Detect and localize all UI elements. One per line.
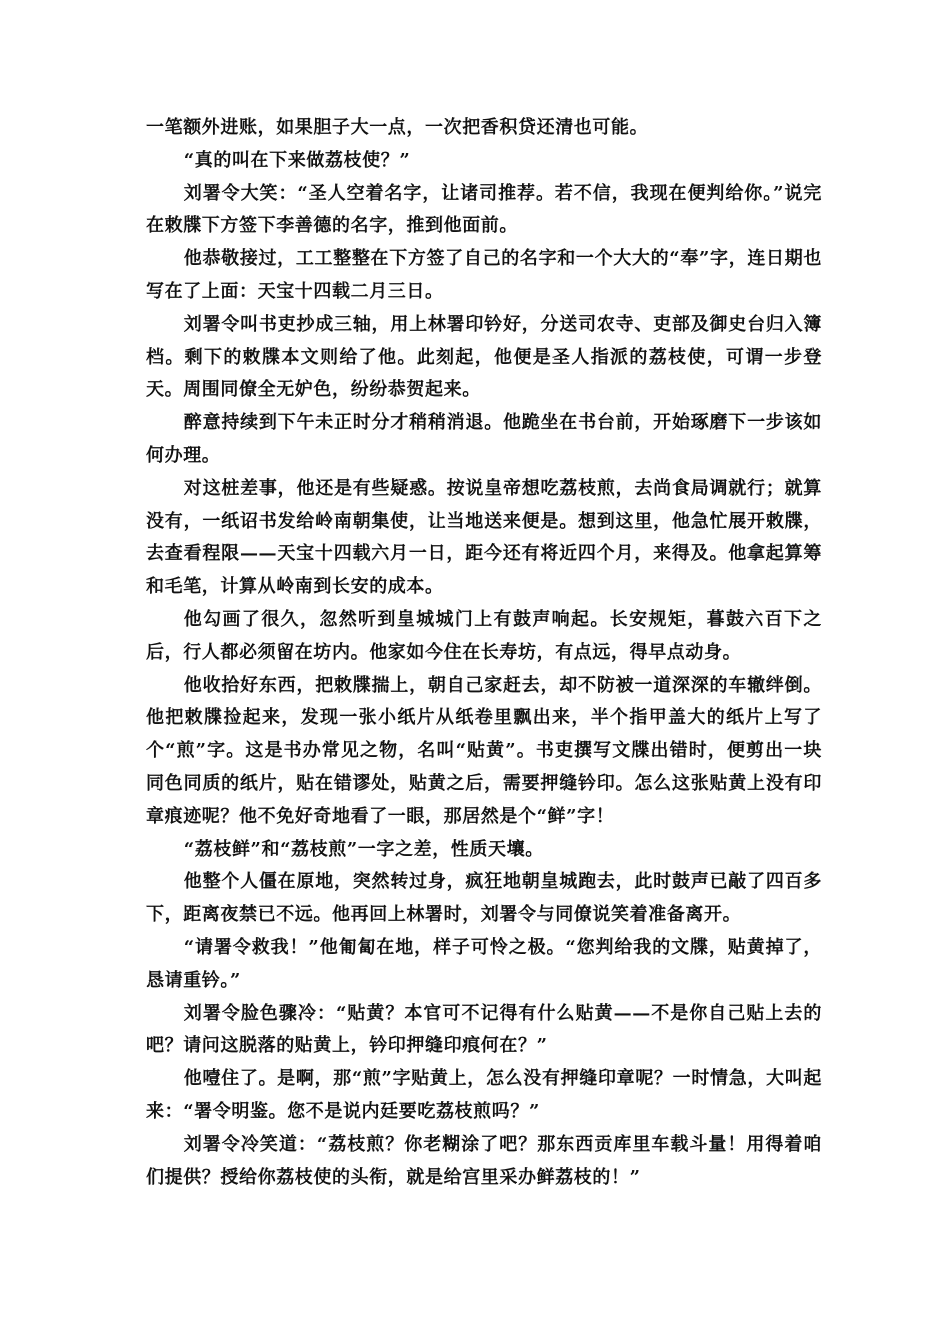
paragraph: 他噎住了。是啊，那“煎”字贴黄上，怎么没有押缝印章呢？一时情急，大叫起来：“署令明鉴。您不是说内廷要吃荔枝煎吗？” — [146, 1068, 822, 1122]
paragraph: “荔枝鲜”和“荔枝煎”一字之差，性质天壤。 — [183, 838, 544, 860]
paragraph: 醉意持续到下午未正时分才稍稍消退。他跪坐在书台前，开始琢磨下一步该如何办理。 — [146, 412, 822, 466]
paragraph: “真的叫在下来做荔枝使？” — [183, 149, 411, 171]
paragraph: 刘署令脸色骤冷：“贴黄？本官可不记得有什么贴黄——不是你自己贴上去的吧？请问这脱落的贴黄上，钤印押缝印痕何在？” — [146, 1002, 822, 1057]
paragraph: 他恭敬接过，工工整整在下方签了自己的名字和一个大大的“奉”字，连日期也写在了上面：天宝十四载二月三日。 — [146, 248, 822, 302]
paragraph: 对这桩差事，他还是有些疑惑。按说皇帝想吃荔枝煎，去尚食局调就行；就算没有，一纸诏书发给岭南朝集使，让当地送来便是。想到这里，他急忙展开敕牒，去查看程限——天宝十四载六月一日，距今还有将近四个月，来得及。他拿起算筹和毛笔，计算从岭南到长安的成本。 — [146, 477, 822, 598]
body-text — [146, 112, 822, 1194]
paragraph: 刘署令大笑：“圣人空着名字，让诸司推荐。若不信，我现在便判给你。”说完在敕牒下方签下李善德的名字，推到他面前。 — [146, 182, 822, 237]
paragraph: “请署令救我！”他匍匐在地，样子可怜之极。“您判给我的文牒，贴黄掉了，恳请重钤。” — [146, 936, 822, 991]
paragraph: 一笔额外进账，如果胆子大一点，一次把香积贷还清也可能。 — [146, 117, 649, 138]
paragraph: 刘署令叫书吏抄成三轴，用上林署印钤好，分送司农寺、吏部及御史台归入簿档。剩下的敕牒本文则给了他。此刻起，他便是圣人指派的荔枝使，可谓一步登天。周围同僚全无妒色，纷纷恭贺起来。 — [146, 313, 822, 401]
paragraph: 他收拾好东西，把敕牒揣上，朝自己家赶去，却不防被一道深深的车辙绊倒。他把敕牒捡起来，发现一张小纸片从纸卷里飘出来，半个指甲盖大的纸片上写了个“煎”字。这是书办常见之物，名叫“贴黄”。书吏撰写文牒出错时，便剪出一块同色同质的纸片，贴在错谬处，贴黄之后，需要押缝钤印。怎么这张贴黄上没有印章痕迹呢？他不免好奇地看了一眼，那居然是个“鲜”字！ — [146, 674, 822, 827]
paragraph: 他整个人僵在原地，突然转过身，疯狂地朝皇城跑去，此时鼓声已敲了四百多下，距离夜禁已不远。他再回上林署时，刘署令与同僚说笑着准备离开。 — [146, 871, 822, 926]
paragraph: 刘署令冷笑道：“荔枝煎？你老糊涂了吧？那东西贡库里车载斗量！用得着咱们提供？授给你荔枝使的头衔，就是给宫里采办鲜荔枝的！” — [146, 1133, 822, 1188]
paragraph: 他勾画了很久，忽然听到皇城城门上有鼓声响起。长安规矩，暮鼓六百下之后，行人都必须留在坊内。他家如今住在长寿坊，有点远，得早点动身。 — [146, 608, 822, 663]
